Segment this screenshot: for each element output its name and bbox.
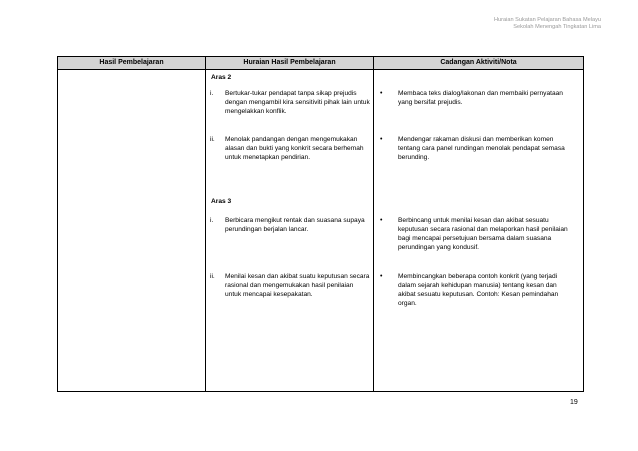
item-number: ii. — [210, 273, 215, 280]
header-cadangan-aktiviti: Cadangan Aktiviti/Nota — [374, 57, 584, 70]
bullet-icon: • — [380, 136, 383, 143]
bullet-icon: • — [380, 273, 383, 280]
aras-3-note-1 — [380, 216, 576, 252]
document-header — [494, 17, 601, 31]
item-text: Menilai kesan dan akibat suatu keputusan secara rasional dan mengemukakan hasil penilaian untuk mencapai kesepakatan. — [225, 273, 370, 298]
aras-3-label: Aras 3 — [211, 198, 232, 205]
aras-2-item-1 — [210, 89, 370, 116]
aras-3-note-2 — [380, 272, 576, 308]
huraian-cell — [206, 70, 374, 392]
item-number: ii. — [210, 136, 215, 143]
aras-3-item-1 — [210, 216, 370, 234]
note-text: Mendengar rakaman diskusi dan memberikan komen tentang cara panel rundingan menolak pendapat semasa berunding. — [398, 136, 565, 161]
item-text: Menolak pandangan dengan mengemukakan alasan dan bukti yang konkrit secara berhemah untuk menetapkan pendirian. — [225, 136, 364, 161]
hasil-pembelajaran-cell — [58, 70, 206, 392]
header-huraian-hasil-pembelajaran: Huraian Hasil Pembelajaran — [206, 57, 374, 70]
item-number: i. — [210, 217, 214, 224]
header-hasil-pembelajaran: Hasil Pembelajaran — [58, 57, 206, 70]
table-row — [58, 70, 584, 392]
note-text: Membincangkan beberapa contoh konkrit (yang terjadi dalam sejarah kehidupan manusia) tentang kesan dan akibat sesuatu keputusan. Contoh: Kesan pemindahan organ. — [398, 273, 559, 307]
table-header-row — [58, 57, 584, 70]
aras-2-note-2 — [380, 135, 576, 162]
header-title: Huraian Sukatan Pelajaran Bahasa Melayu — [494, 17, 601, 23]
note-text: Membaca teks dialog/lakonan dan membaiki pernyataan yang bersifat prejudis. — [398, 90, 563, 106]
header-subtitle: Sekolah Menengah Tingkatan Lima — [513, 24, 601, 30]
bullet-icon: • — [380, 90, 383, 97]
bullet-icon: • — [380, 217, 383, 224]
item-number: i. — [210, 90, 214, 97]
item-text: Berbicara mengikut rentak dan suasana supaya perundingan berjalan lancar. — [225, 217, 365, 233]
note-text: Berbincang untuk menilai kesan dan akibat sesuatu keputusan secara rasional dan melaporkan hasil penilaian bagi mencapai persetujuan bersama dalam suasana perundingan yang kondusif. — [398, 217, 568, 251]
aras-2-item-2 — [210, 135, 370, 162]
item-text: Bertukar-tukar pendapat tanpa sikap prejudis dengan mengambil kira sensitiviti pihak lain untuk mengelakkan konflik. — [225, 90, 370, 115]
page-number: 19 — [570, 399, 578, 406]
curriculum-table — [57, 56, 584, 392]
aras-2-note-1 — [380, 89, 576, 107]
cadangan-cell — [374, 70, 584, 392]
aras-3-item-2 — [210, 272, 370, 299]
aras-2-label: Aras 2 — [211, 74, 232, 81]
